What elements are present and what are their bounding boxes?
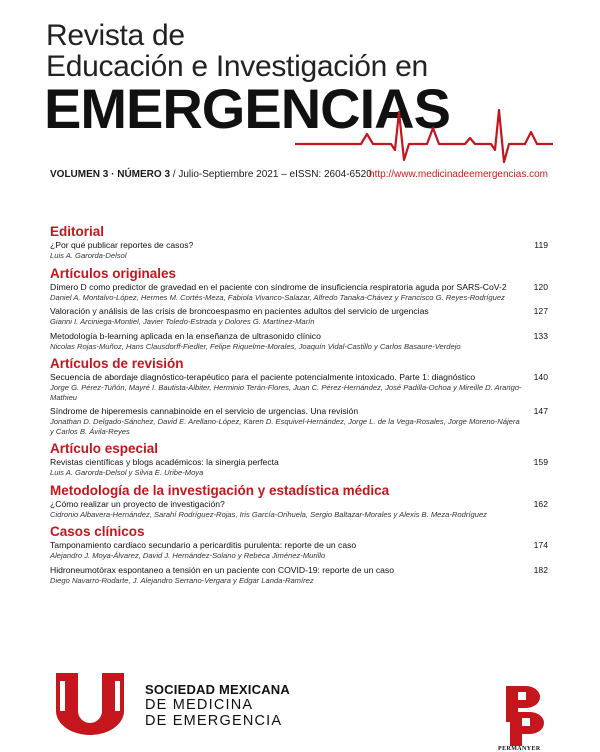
article-title: ¿Cómo realizar un proyecto de investigación? <box>50 498 225 509</box>
table-of-contents <box>50 223 550 589</box>
permanyer-logo-icon <box>500 684 548 752</box>
toc-entry[interactable] <box>50 240 550 261</box>
page-number: 120 <box>533 281 548 292</box>
volume-info <box>50 169 550 180</box>
page-number: 159 <box>533 457 548 467</box>
article-title: Síndrome de hiperemesis cannabinoide en el servicio de urgencias. Una revisión <box>50 406 359 416</box>
volume-date-issn: / Julio-Septiembre 2021 – eISSN: 2604-6520 <box>170 169 372 180</box>
article-title: Tamponamiento cardiaco secundario a pericarditis purulenta: reporte de un caso <box>50 540 357 550</box>
page-number: 162 <box>533 498 548 509</box>
article-title: Hidroneumotórax espontaneo a tensión en un paciente con COVID-19: reporte de un caso <box>50 564 394 575</box>
page-number: 140 <box>533 372 548 382</box>
toc-entry[interactable] <box>50 540 550 561</box>
page-number: 182 <box>533 564 548 575</box>
article-title: Revistas científicas y blogs académicos: la sinergia perfecta <box>50 457 279 467</box>
society-name-line-1: SOCIEDAD MEXICANA <box>145 682 290 697</box>
article-authors: Diego Navarro-Rodarte, J. Alejandro Serrano-Vergara y Edgar Landa-Ramírez <box>50 575 314 585</box>
section-title: Artículos originales <box>50 265 177 281</box>
article-authors: Gianni I. Arciniega-Montiel, Javier Toledo-Estrada y Dolores G. Martínez-Marín <box>50 317 315 326</box>
toc-entry[interactable] <box>50 306 550 327</box>
article-authors: Alejandro J. Moya-Álvarez, David J. Hernández-Solano y Rebeca Jiménez-Murillo <box>50 551 326 560</box>
journal-title-main: EMERGENCIAS <box>44 77 450 140</box>
article-authors: Nicolas Rojas-Muñoz, Hans Clausdorff-Fiedler, Felipe Riquelme-Morales, Joaquín Vidal-Castillo y Carlos Basaure-Verdejo <box>50 341 461 351</box>
section-title: Editorial <box>50 224 105 239</box>
toc-entry[interactable] <box>50 457 550 478</box>
ecg-line-icon <box>295 104 553 166</box>
article-title: Metodología b-learning aplicada en la enseñanza de ultrasonido clínico <box>50 330 321 341</box>
article-title: ¿Por qué publicar reportes de casos? <box>50 240 194 250</box>
article-title: Dímero D como predictor de gravedad en el paciente con síndrome de insuficiencia respiratoria aguda por SARS-CoV-2 <box>50 281 507 292</box>
society-name <box>145 682 290 729</box>
society-name-line-2: DE MEDICINA <box>145 697 254 713</box>
page-number: 133 <box>533 330 548 341</box>
journal-title-line-1: Revista de <box>46 19 185 52</box>
society-name-line-3: DE EMERGENCIA <box>145 713 283 729</box>
article-authors: Luis A. Garorda-Delsol y Silvia E. Uribe-Moya <box>50 468 204 477</box>
article-authors: Jorge G. Pérez-Tuñón, Mayré I. Bautista-Albiter, Herminio Terán-Flores, Juan C. Pérez-Hernández, José Padilla-Ochoa y Mireille D. Arango-Mathieu <box>50 383 522 402</box>
article-authors: Cidronio Albavera-Hernández, Sarahí Rodríguez-Rojas, Iris García-Orihuela, Sergio Baltazar-Morales y Alexis B. Meza-Rodríguez <box>50 509 487 519</box>
publisher-name: PERMANYER <box>498 746 541 752</box>
section-title: Artículo especial <box>50 441 159 456</box>
journal-url-link[interactable]: http://www.medicinadeemergencias.com <box>369 169 548 180</box>
society-logo <box>50 669 330 739</box>
page-number: 174 <box>533 540 548 550</box>
toc-entry[interactable] <box>50 282 550 303</box>
toc-section <box>50 523 550 585</box>
toc-entry[interactable] <box>50 499 550 520</box>
page-number: 119 <box>534 240 548 250</box>
article-title: Valoración y análisis de las crisis de broncoespasmo en pacientes adultos del servicio de urgencias <box>50 306 429 316</box>
publisher-logo <box>500 684 548 752</box>
toc-entry[interactable] <box>50 406 550 436</box>
article-authors: Daniel A. Montalvo-López, Hermes M. Cortés-Meza, Fabiola Vivanco-Salazar, Alfredo Tanaka-Chávez y Francisco G. Reyes-Rodríguez <box>50 292 505 302</box>
article-authors: Jonathan D. Delgado-Sánchez, David E. Arellano-López, Karen D. Esquivel-Hernández, Jorge L. de la Vega-Rosales, Jorge Moreno-Nájera y Carlos B. Ávila-Reyes <box>50 417 520 436</box>
toc-section <box>50 440 550 478</box>
toc-entry[interactable] <box>50 565 550 586</box>
toc-section <box>50 265 550 352</box>
section-title: Casos clínicos <box>50 524 145 539</box>
toc-section <box>50 223 550 261</box>
volume-number: VOLUMEN 3 · NÚMERO 3 <box>50 169 171 180</box>
page-number: 127 <box>533 306 548 316</box>
section-title: Metodología de la investigación y estadística médica <box>50 482 390 498</box>
article-title: Secuencia de abordaje diagnóstico-terapéutico para el paciente potencialmente intoxicado. Parte 1: diagnóstico <box>50 372 476 382</box>
toc-section <box>50 482 550 520</box>
toc-section <box>50 355 550 436</box>
section-title: Artículos de revisión <box>50 356 184 371</box>
toc-entry[interactable] <box>50 331 550 352</box>
toc-entry[interactable] <box>50 372 550 402</box>
article-authors: Luis A. Garorda-Delsol <box>50 251 127 260</box>
smme-u-logo-icon <box>50 671 130 737</box>
journal-title-line-2: Educación e Investigación en <box>46 50 428 83</box>
page-number: 147 <box>533 406 548 416</box>
